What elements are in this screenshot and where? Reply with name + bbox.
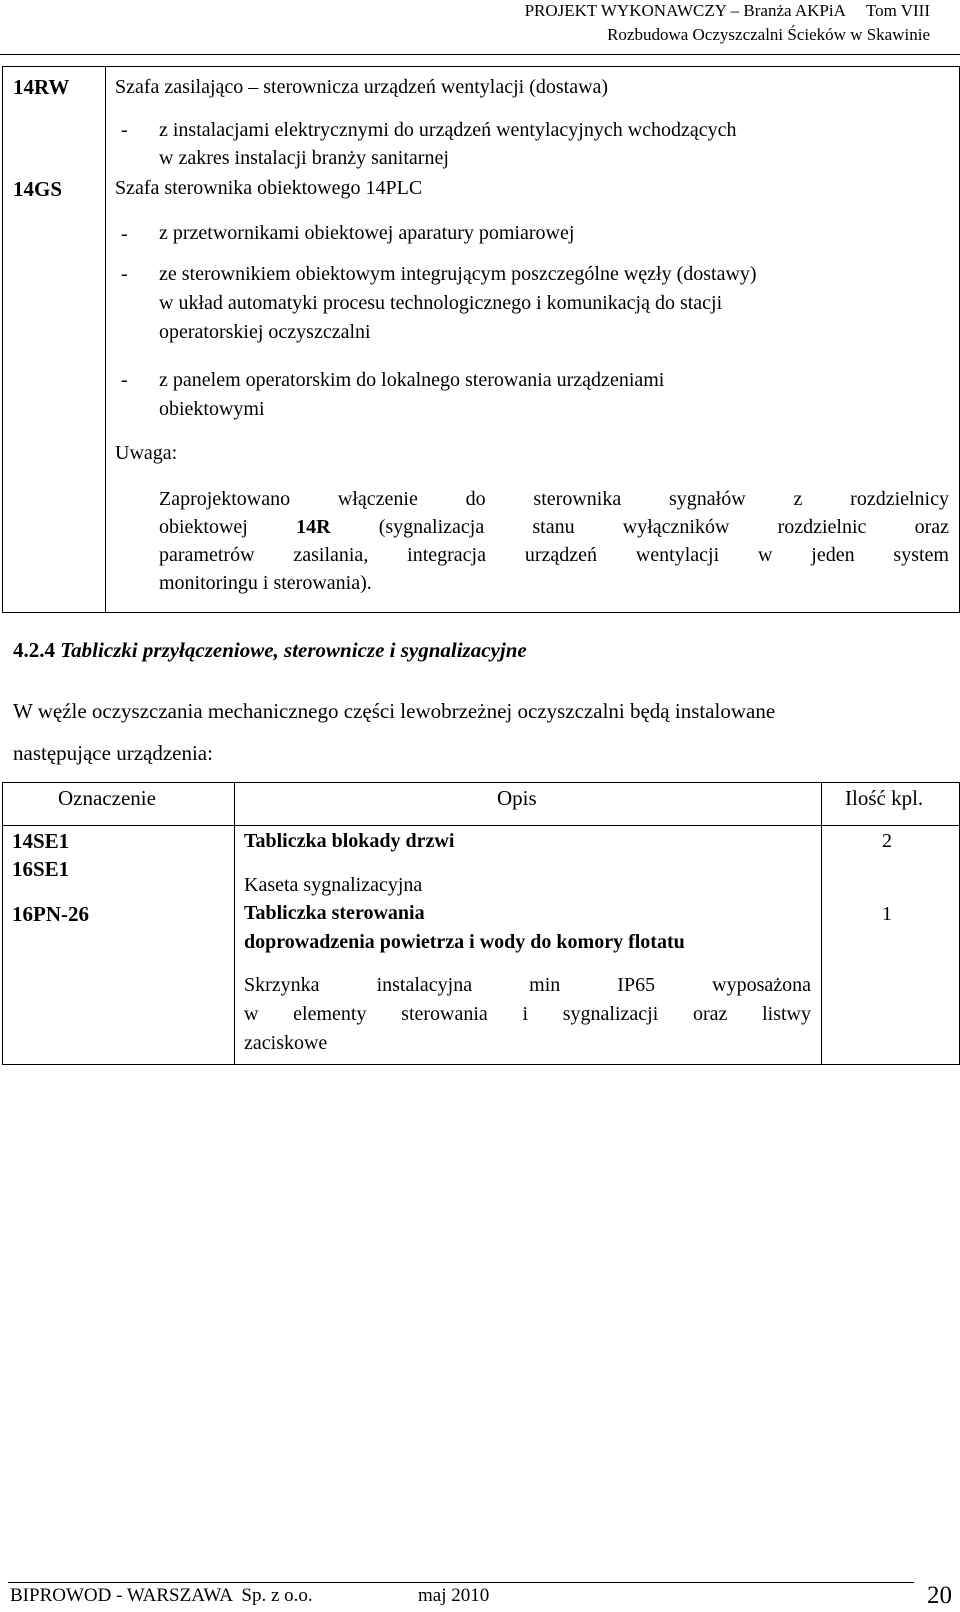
device-desc: zaciskowe [244, 1032, 328, 1054]
note-line2-suffix: (sygnalizacja stanu wyłączników rozdzielnic oraz [378, 516, 950, 538]
column-header-desc: Opis [497, 786, 537, 810]
device-table [2, 782, 960, 1065]
header-divider [0, 54, 960, 55]
section-number: 4.2.4 [13, 638, 55, 662]
footer-divider [8, 1582, 914, 1583]
device-desc-bold: Tabliczka blokady drzwi [244, 830, 455, 852]
gs-title: Szafa sterownika obiektowego 14PLC [115, 177, 423, 199]
gs-item-line: z przetwornikami obiektowej aparatury pomiarowej [159, 222, 575, 244]
rw-item-line: w zakres instalacji branży sanitarnej [159, 147, 449, 169]
device-desc-bold: Tabliczka sterowania [244, 902, 425, 924]
footer-date: maj 2010 [418, 1585, 490, 1606]
note-line: monitoringu i sterowania). [159, 572, 372, 594]
note-line: parametrów zasilania, integracja urządzeń wentylacji w jeden system [159, 544, 949, 566]
device-qty: 1 [882, 903, 892, 925]
device-code: 16SE1 [12, 857, 70, 881]
note-line [159, 513, 949, 541]
gs-item-line: w układ automatyki procesu technologicznego i komunikacją do stacji [159, 292, 723, 314]
cabinet-table-divider [105, 67, 106, 612]
header-project-title: PROJEKT WYKONAWCZY – Branża AKPiA Tom VIII [524, 1, 930, 20]
device-code: 16PN-26 [12, 902, 89, 926]
column-header-code: Oznaczenie [58, 786, 156, 810]
note-line2-code: 14R [296, 516, 331, 538]
gs-item-line: obiektowymi [159, 398, 265, 420]
device-desc: w elementy sterowania i sygnalizacji oraz listwy [244, 1003, 811, 1025]
rw-item-dash: - [121, 119, 128, 141]
rw-item-line: z instalacjami elektrycznymi do urządzeń wentylacyjnych wchodzących [159, 119, 737, 141]
page-number: 20 [927, 1582, 952, 1609]
section-paragraph: następujące urządzenia: [13, 741, 213, 765]
cabinet-table [2, 66, 960, 613]
device-desc: Kaseta sygnalizacyjna [244, 874, 423, 896]
gs-item-dash: - [121, 263, 128, 285]
table-border [234, 782, 235, 1065]
note-line2-prefix: obiektowej [159, 516, 248, 538]
header-subtitle: Rozbudowa Oczyszczalni Ścieków w Skawinie [607, 25, 930, 44]
code-14rw: 14RW [13, 75, 70, 99]
section-title: Tabliczki przyłączeniowe, sterownicze i sygnalizacyjne [60, 638, 527, 662]
column-header-qty: Ilość kpl. [845, 786, 924, 810]
gs-item-line: operatorskiej oczyszczalni [159, 321, 371, 343]
gs-item-line: ze sterownikiem obiektowym integrującym poszczególne węzły (dostawy) [159, 263, 757, 285]
note-line: Zaprojektowano włączenie do sterownika sygnałów z rozdzielnicy [159, 488, 949, 510]
table-border [2, 782, 3, 1065]
note-label: Uwaga: [115, 442, 178, 464]
footer-company: BIPROWOD - WARSZAWA Sp. z o.o. [10, 1585, 313, 1606]
gs-item-dash: - [121, 369, 128, 391]
device-code: 14SE1 [12, 829, 70, 853]
code-14gs: 14GS [13, 177, 63, 201]
table-border [2, 782, 960, 783]
device-desc-bold: doprowadzenia powietrza i wody do komory flotatu [244, 931, 685, 953]
gs-item-dash: - [121, 223, 128, 245]
gs-item-line: z panelem operatorskim do lokalnego sterowania urządzeniami [159, 369, 665, 391]
device-desc: Skrzynka instalacyjna min IP65 wyposażona [244, 974, 811, 996]
section-paragraph: W węźle oczyszczania mechanicznego części lewobrzeżnej oczyszczalni będą instalowane [13, 699, 776, 723]
table-border [2, 825, 960, 826]
rw-title: Szafa zasilająco – sterownicza urządzeń wentylacji (dostawa) [115, 76, 609, 98]
device-qty: 2 [882, 830, 892, 852]
table-border [821, 782, 822, 1065]
table-border [2, 1064, 960, 1065]
section-heading [13, 638, 527, 663]
